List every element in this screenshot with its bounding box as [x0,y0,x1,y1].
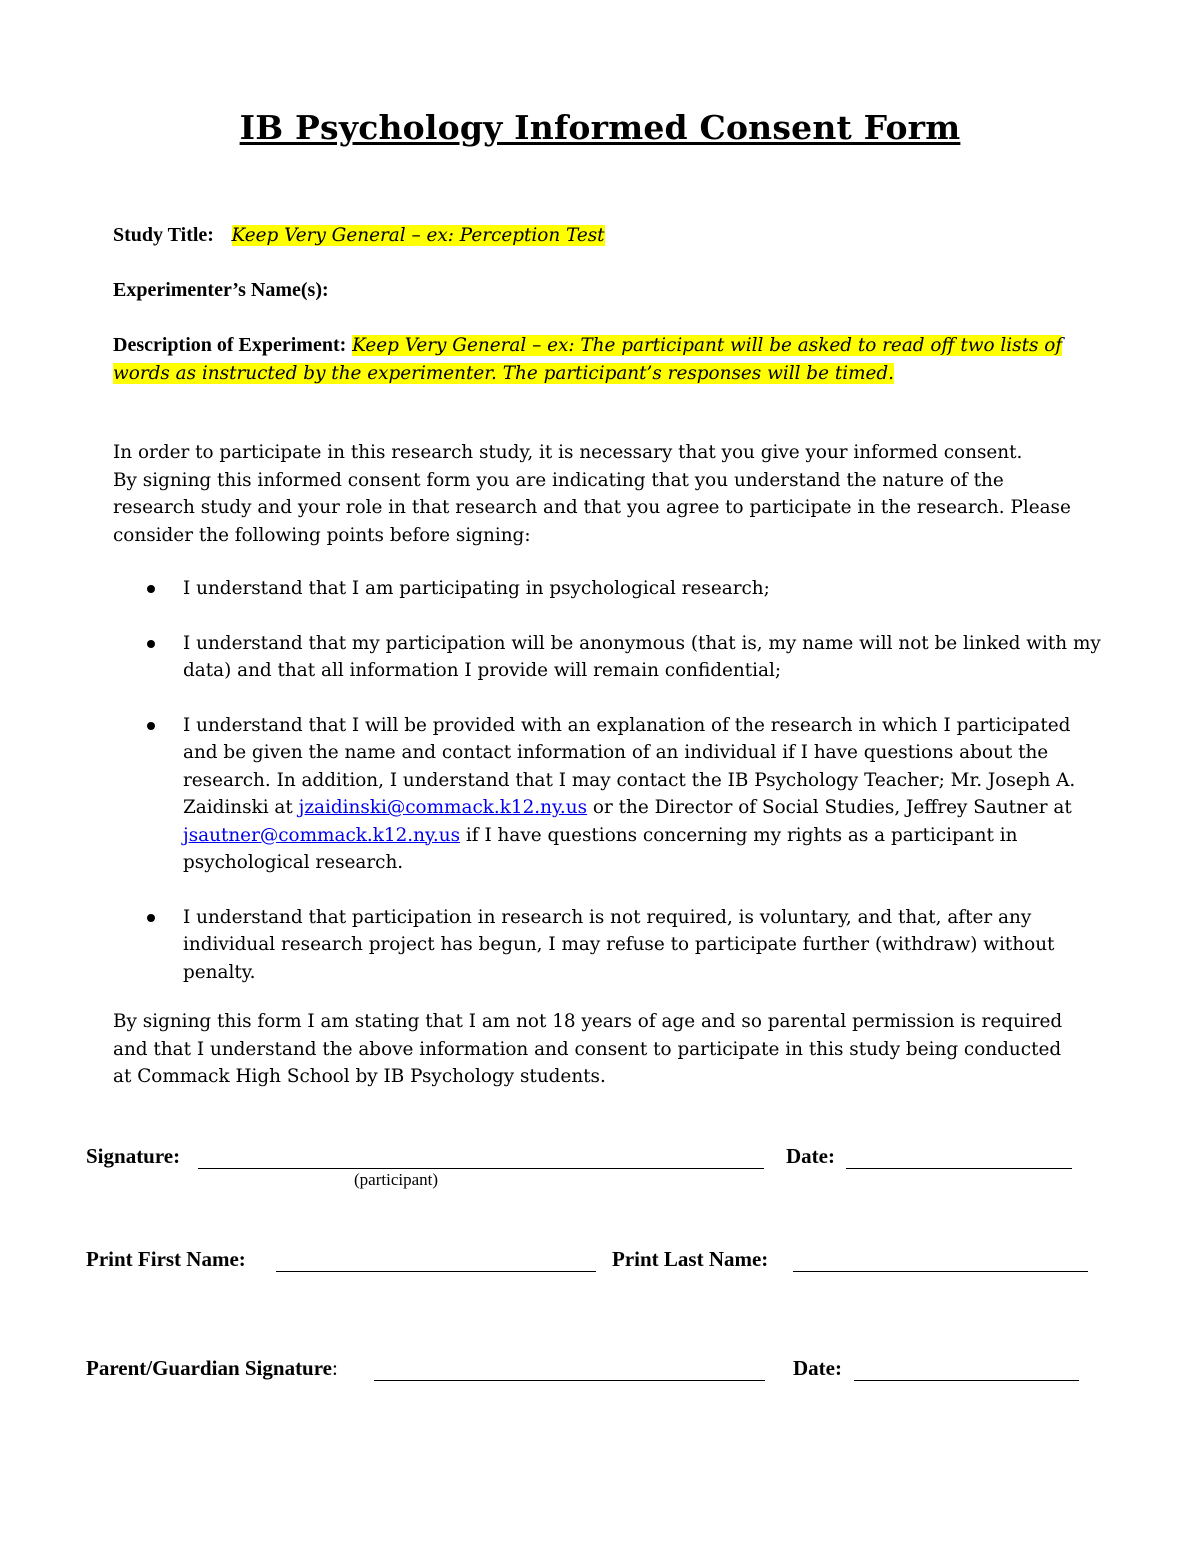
intro-line-1: In order to participate in this research study, it is necessary that you give your informed consent. [113,442,1023,463]
first-name-label: Print First Name: [86,1247,246,1271]
study-title-label: Study Title: [113,224,214,246]
description-label: Description of Experiment: [113,334,347,356]
intro-paragraph [113,439,1073,549]
parent-label-wrap [86,1356,338,1381]
study-title-row [113,222,1093,250]
parent-signature-line[interactable] [374,1380,765,1381]
point-4-text: I understand that participation in research is not required, is voluntary, and that, after any individual research project has begun, I may refuse to participate further (withdraw) without penalty. [183,906,1055,983]
point-2-text: I understand that my participation will be anonymous (that is, my name will not be linked with my data) and that all information I provide will remain confidential; [183,632,1101,681]
parent-signature-colon: : [332,1356,338,1380]
teacher-email-link[interactable]: jzaidinski@commack.k12.ny.us [298,797,588,818]
point-3-text-b: or the Director of Social Studies, Jeffrey Sautner at [587,797,1072,818]
first-name-label-wrap [86,1247,246,1272]
parent-date-label-wrap [793,1356,842,1381]
description-row [113,332,1073,387]
date-line[interactable] [846,1168,1072,1169]
last-name-line[interactable] [793,1271,1088,1272]
study-title-value: Keep Very General – ex: Perception Test [231,225,605,246]
experimenter-label: Experimenter’s Name(s): [113,279,329,301]
last-name-label: Print Last Name: [612,1247,769,1271]
point-3-text-c: if I have questions concerning my rights as a participant in psychological research. [183,824,1018,873]
closing-paragraph: By signing this form I am stating that I am not 18 years of age and so parental permission is required and that I understand the above information and consent to participate in this study being conducted at Commack High School by IB Psychology students. [113,1011,1063,1087]
list-item [113,630,1103,685]
point-1-text: I understand that I am participating in psychological research; [183,578,770,599]
list-item [113,712,1103,877]
bullet-icon [147,722,155,730]
signature-line[interactable] [198,1168,764,1169]
experimenter-row [113,277,1093,305]
parent-signature-label: Parent/Guardian Signature [86,1356,333,1380]
intro-line-2: By signing this informed consent form you are indicating that you understand the nature of the research study and your role in that research and that you agree to participate in the research. Please consider the following points before signing: [113,469,1071,546]
parent-date-label: Date: [793,1356,842,1380]
bullet-icon [147,640,155,648]
participant-note: (participant) [354,1170,439,1189]
signature-label: Signature: [86,1144,181,1168]
director-email-link[interactable]: jsautner@commack.k12.ny.us [183,824,461,846]
page-title: IB Psychology Informed Consent Form [239,108,961,147]
signature-label-wrap [86,1144,180,1169]
last-name-label-wrap [612,1247,768,1272]
first-name-line[interactable] [276,1271,596,1272]
list-item [113,904,1103,987]
bullet-icon [147,914,155,922]
list-item [113,575,1103,603]
bullet-icon [147,585,155,593]
consent-points-list [113,575,1103,986]
point-3-text-a: I understand that I will be provided with an explanation of the research in which I participated and be given the name and contact information of an individual if I have questions about the research. In addition, I understand that I may contact the IB Psychology Teacher; Mr. Joseph A. Zaidinski at [183,714,1076,818]
description-value: Keep Very General – ex: The participant will be asked to read off two lists of words as instructed by the experimenter. The participant’s responses will be timed. [113,335,1063,384]
parent-date-line[interactable] [854,1380,1079,1381]
date-label-wrap [786,1144,835,1169]
date-label: Date: [786,1144,835,1168]
